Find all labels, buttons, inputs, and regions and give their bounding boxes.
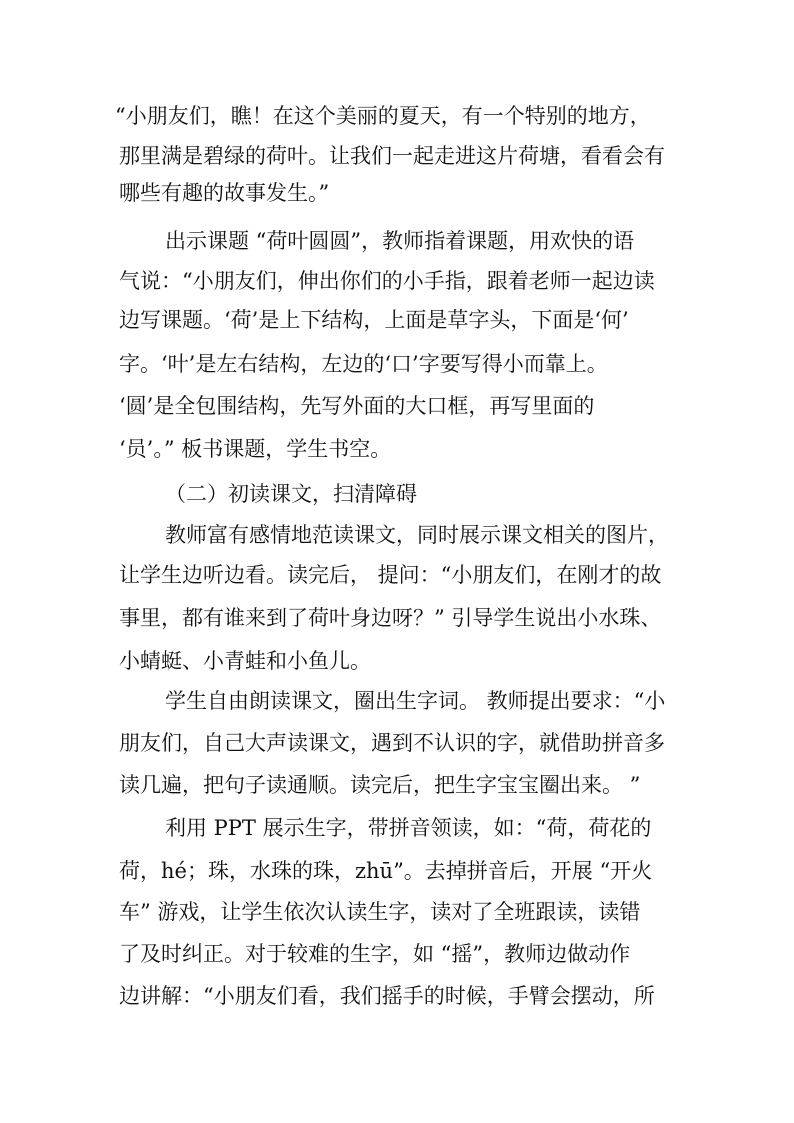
section-heading: （二）初读课文，扫清障碍	[165, 482, 417, 506]
paragraph-line: 学生自由朗读课文，圈出生字词。 教师提出要求：“小	[165, 689, 666, 713]
paragraph-line: 教师富有感情地范读课文，同时展示课文相关的图片，	[165, 523, 669, 547]
paragraph-line: 车” 游戏，让学生依次认读生字，读对了全班跟读，读错	[119, 900, 641, 924]
paragraph-line: 读几遍，把句子读通顺。读完后，把生字宝宝圈出来。 ”	[119, 773, 641, 797]
paragraph-line: 气说：“小朋友们，伸出你们的小手指，跟着老师一起边读	[119, 269, 655, 293]
paragraph-line: 了及时纠正。对于较难的生字，如 “摇”，教师边做动作	[119, 942, 631, 966]
paragraph-line: 出示课题 “荷叶圆圆”，教师指着课题，用欢快的语	[165, 229, 635, 253]
paragraph-line: 哪些有趣的故事发生。”	[119, 181, 330, 205]
paragraph-line: 边写课题。‘荷’是上下结构，上面是草字头，下面是‘何’	[119, 308, 629, 332]
paragraph-line: ‘圆’是全包围结构，先写外面的大口框，再写里面的	[119, 394, 595, 418]
paragraph-line: 小蜻蜓、小青蛙和小鱼儿。	[119, 649, 371, 673]
paragraph-line: 边讲解：“小朋友们看，我们摇手的时候，手臂会摆动，所	[119, 984, 655, 1008]
paragraph-line: “小朋友们，瞧！在这个美丽的夏天，有一个特别的地方，	[115, 104, 651, 128]
paragraph-line: 利用 PPT 展示生字，带拼音领读，如：“荷，荷花的	[165, 816, 652, 840]
paragraph-line: 事里，都有谁来到了荷叶身边呀？” 引导学生说出小水珠、	[119, 606, 662, 630]
paragraph-line: 朋友们，自己大声读课文，遇到不认识的字，就借助拼音多	[119, 731, 665, 755]
paragraph-line: 字。‘叶’是左右结构，左边的‘口’字要写得小而靠上。	[119, 352, 608, 376]
paragraph-line: 那里满是碧绿的荷叶。让我们一起走进这片荷塘，看看会有	[119, 144, 665, 168]
paragraph-line: 荷，hé；珠，水珠的珠，zhū”。去掉拼音后，开展 “开火	[119, 859, 653, 883]
paragraph-line: 让学生边听边看。读完后， 提问：“小朋友们，在刚才的故	[119, 563, 662, 587]
paragraph-line: ‘员’。” 板书课题，学生书空。	[119, 437, 392, 461]
